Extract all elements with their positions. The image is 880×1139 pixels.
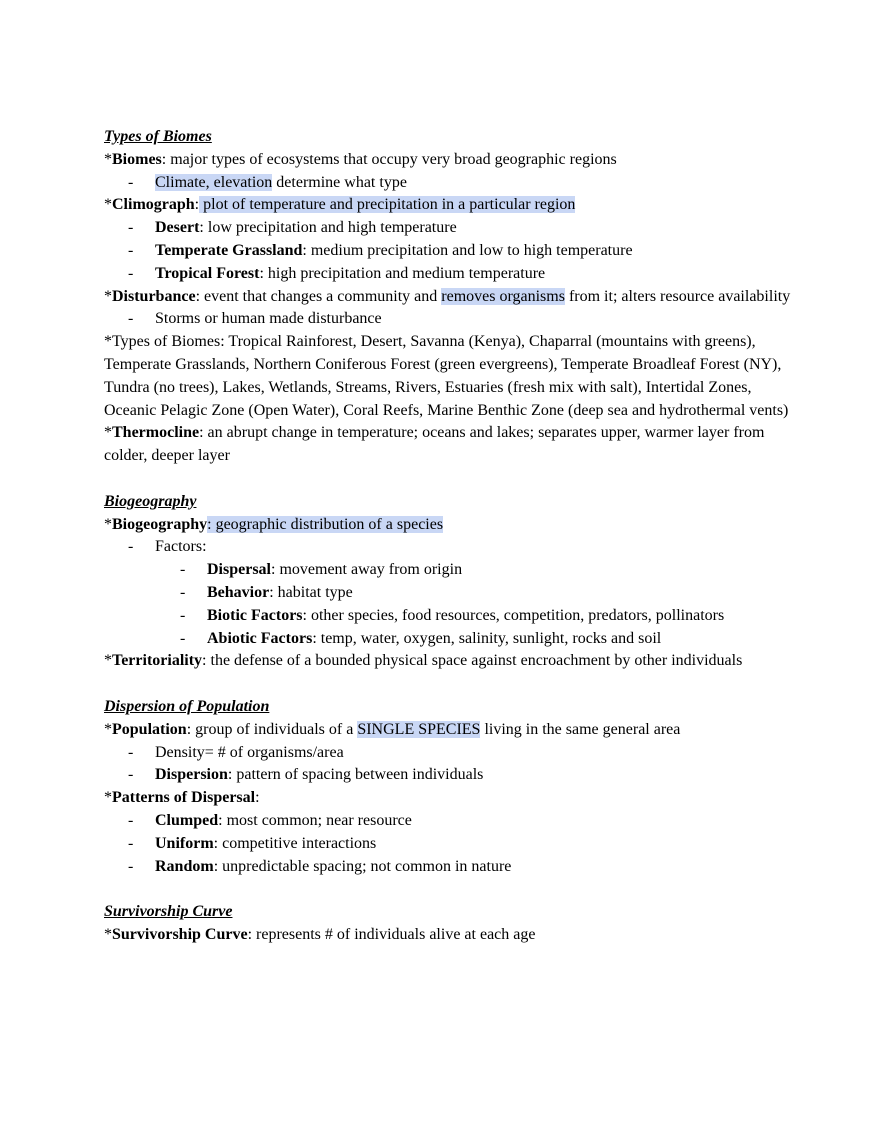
- bullet-random: - Random: unpredictable spacing; not common in nature: [128, 857, 512, 875]
- bullet-desert: - Desert: low precipitation and high temperature: [128, 219, 457, 237]
- bullet-biomes-sub: - Climate, elevation determine what type: [104, 172, 794, 195]
- heading-types-of-biomes: Types of Biomes: [104, 128, 212, 145]
- highlight: SINGLE SPECIES: [357, 720, 481, 738]
- heading-survivorship-curve: Survivorship Curve: [104, 903, 233, 921]
- document-page: [104, 126, 794, 947]
- definition-population: *Population: group of individuals of a SINGLE SPECIES living in the same general area: [104, 720, 681, 738]
- highlight: plot of temperature and precipitation in a particular region: [199, 196, 576, 214]
- bullet-dispersal: - Dispersal: movement away from origin: [180, 561, 463, 579]
- heading-biogeography: Biogeography: [104, 492, 197, 510]
- bullet-disturbance-sub: - Storms or human made disturbance: [128, 310, 382, 328]
- definition-disturbance: *Disturbance: event that changes a community and removes organisms from it; alters resource availability: [104, 287, 791, 305]
- bullet-uniform: - Uniform: competitive interactions: [128, 834, 377, 852]
- definition-climograph: *Climograph: plot of temperature and precipitation in a particular region: [104, 196, 576, 214]
- bullet-dispersion: - Dispersion: pattern of spacing between individuals: [128, 766, 484, 784]
- bullet-tropical-forest: - Tropical Forest: high precipitation and medium temperature: [128, 264, 546, 282]
- dash-bullet: -: [128, 173, 134, 191]
- bullet-temperate-grassland: - Temperate Grassland: medium precipitation and low to high temperature: [128, 241, 633, 259]
- bullet-clumped: - Clumped: most common; near resource: [128, 811, 412, 829]
- bullet-abiotic-factors: - Abiotic Factors: temp, water, oxygen, salinity, sunlight, rocks and soil: [180, 629, 662, 647]
- spacer: [104, 468, 794, 491]
- definition-territoriality: *Territoriality: the defense of a bounded physical space against encroachment by other individuals: [104, 652, 743, 670]
- highlight: Climate, elevation: [155, 173, 273, 191]
- definition-thermocline: *Thermocline: an abrupt change in temperature; oceans and lakes; separates upper, warmer layer from colder, deeper layer: [104, 424, 765, 465]
- bullet-density: - Density= # of organisms/area: [128, 743, 344, 761]
- heading-dispersion-of-population: Dispersion of Population: [104, 697, 270, 715]
- definition-biogeography: *Biogeography: geographic distribution of a species: [104, 515, 444, 533]
- definition-biomes: *Biomes: major types of ecosystems that occupy very broad geographic regions: [104, 150, 617, 168]
- bullet-biotic-factors: - Biotic Factors: other species, food resources, competition, predators, pollinators: [180, 606, 725, 624]
- spacer: [104, 878, 794, 901]
- bullet-factors: - Factors:: [128, 538, 207, 556]
- highlight: : geographic distribution of a species: [207, 515, 444, 533]
- bullet-behavior: - Behavior: habitat type: [180, 583, 353, 601]
- spacer: [104, 673, 794, 696]
- types-of-biomes-list: *Types of Biomes: Tropical Rainforest, Desert, Savanna (Kenya), Chaparral (mountains with greens), Temperate Grasslands, Northern Coniferous Forest (green evergreens), Temperate Broadleaf Forest (NY), Tundra (no trees), Lakes, Wetlands, Streams, Rivers, Estuaries (fresh mix with salt), Intertidal Zones, Oceanic Pelagic Zone (Open Water), Coral Reefs, Marine Benthic Zone (deep sea and hydrothermal vents): [104, 333, 789, 419]
- definition-survivorship-curve: *Survivorship Curve: represents # of individuals alive at each age: [104, 925, 536, 943]
- definition-patterns-of-dispersal: *Patterns of Dispersal:: [104, 789, 260, 807]
- highlight: removes organisms: [441, 287, 565, 305]
